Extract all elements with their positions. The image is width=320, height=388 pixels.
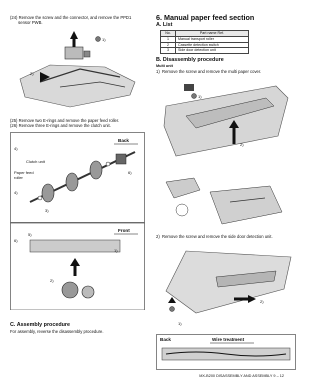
callout-6b: 6) bbox=[14, 238, 18, 243]
wire-treatment-figure bbox=[156, 334, 296, 370]
clutch-unit-label: Clutch unit bbox=[26, 159, 45, 164]
fig5-back-label: Back bbox=[160, 337, 171, 342]
fig3-callout-1: 1) bbox=[198, 94, 202, 99]
unit-plate bbox=[30, 240, 120, 252]
callout-2: 2) bbox=[50, 278, 54, 283]
clutch-gear bbox=[62, 282, 78, 298]
left-column bbox=[0, 0, 150, 388]
callout-5: 5) bbox=[28, 232, 32, 237]
section-c-heading: C. Assembly procedure bbox=[10, 322, 71, 328]
fig1-callout-2: 2) bbox=[30, 71, 34, 76]
cover-detail-figure bbox=[160, 172, 290, 232]
step-26-text: (26) Remove three E-rings and remove the clutch unit. bbox=[10, 123, 111, 128]
screw-icon bbox=[96, 37, 101, 42]
disassembly-heading: B. Disassembly procedure bbox=[156, 57, 224, 63]
clutch-unit-figure bbox=[10, 132, 145, 310]
multi-unit-label: Multi unit bbox=[156, 64, 173, 68]
wire-treatment-title: Wire treatment bbox=[212, 337, 245, 342]
callout-6a: 6) bbox=[128, 170, 132, 175]
row-no: 2 bbox=[161, 42, 176, 48]
sensor-pwb bbox=[65, 47, 83, 59]
fig1-callout-1: 1) bbox=[102, 37, 106, 42]
section-title: 6. Manual paper feed section bbox=[156, 13, 255, 22]
callout-4a: 4) bbox=[14, 146, 18, 151]
roller-3 bbox=[90, 161, 102, 179]
callout-1: 1) bbox=[114, 248, 118, 253]
roller-2 bbox=[66, 173, 78, 191]
connector-shape bbox=[84, 51, 90, 57]
col-no: No. bbox=[161, 31, 176, 37]
arrow-shaft bbox=[73, 39, 76, 47]
parts-table bbox=[160, 30, 249, 54]
row-part-name: Cassette detection switch bbox=[176, 42, 249, 48]
side-door-unit-figure bbox=[156, 241, 296, 331]
row-part-name: Side door detection unit bbox=[176, 48, 249, 54]
multi-cover-figure bbox=[156, 76, 296, 171]
row-part-name: Manual transport roller bbox=[176, 36, 249, 42]
back-label: Back bbox=[118, 138, 129, 143]
fig3-callout-2: 2) bbox=[240, 142, 244, 147]
fig4-callout-2: 2) bbox=[260, 299, 264, 304]
list-heading: A. List bbox=[156, 22, 173, 28]
ppd1-sensor-figure bbox=[10, 27, 145, 115]
clutch-hub bbox=[82, 286, 94, 298]
roller-1 bbox=[42, 184, 54, 202]
screw-block bbox=[184, 84, 194, 91]
table-row bbox=[161, 48, 249, 54]
paper-feed-roller-label: Paper feed roller bbox=[14, 170, 34, 180]
front-label: Front bbox=[118, 228, 130, 233]
arrow-shaft-2 bbox=[74, 266, 77, 276]
page-footer: MX-B200 DISASSEMBLY AND ASSEMBLY 9 – 12 bbox=[199, 374, 284, 378]
clutch-body bbox=[116, 154, 126, 164]
col-part-name: Part name Ref. bbox=[176, 31, 249, 37]
row-no: 3 bbox=[161, 48, 176, 54]
arrow-shaft-4 bbox=[234, 298, 248, 301]
callout-3: 3) bbox=[45, 208, 49, 213]
assembly-text: For assembly, reverse the disassembly procedure. bbox=[10, 329, 104, 334]
e-ring-1 bbox=[38, 196, 42, 200]
callout-4b: 4) bbox=[14, 190, 18, 195]
fig4-callout-1: 1) bbox=[178, 321, 182, 326]
arrow-shaft-3 bbox=[233, 128, 236, 144]
row-no: 1 bbox=[161, 36, 176, 42]
step-2-text: 2) Remove the screw and remove the side door detection unit. bbox=[156, 234, 273, 239]
screw-icon bbox=[170, 307, 175, 312]
step-24-text: (24) Remove the screw and the connector, and remove the PPD1 sensor PWB. bbox=[10, 15, 132, 25]
right-column bbox=[150, 0, 300, 388]
screw-icon bbox=[192, 94, 197, 99]
step-25-text: (25) Remove two E-rings and remove the paper feed roller. bbox=[10, 118, 120, 123]
step-1-text: 1) Remove the screw and remove the multi paper cover. bbox=[156, 69, 262, 74]
e-ring-2 bbox=[106, 162, 110, 166]
